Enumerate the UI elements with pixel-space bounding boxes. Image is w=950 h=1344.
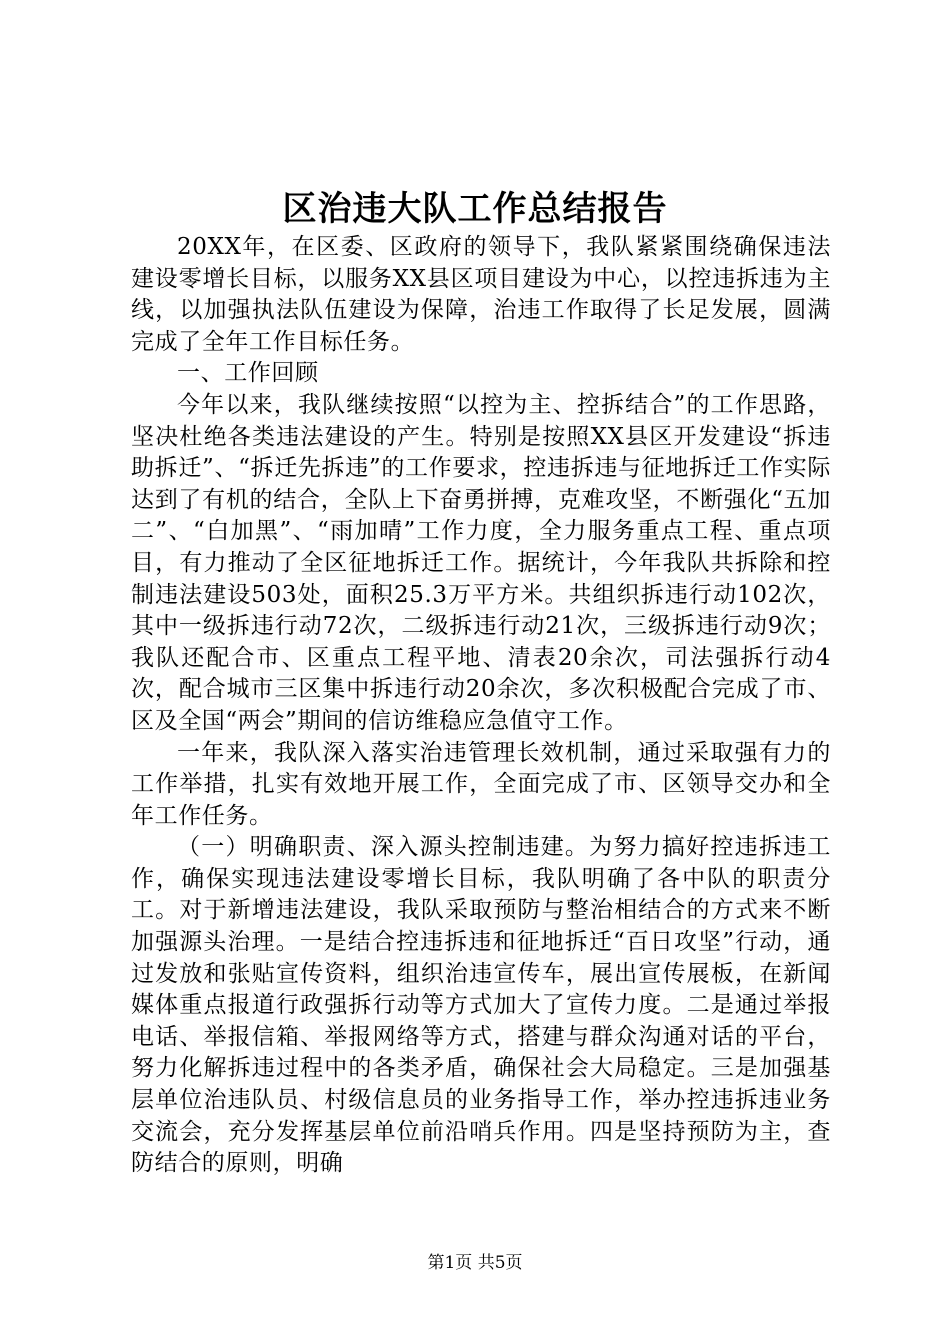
page-footer: 第1页 共5页 <box>427 1253 523 1273</box>
paragraph-review: 今年以来，我队继续按照“以控为主、控拆结合”的工作思路，坚决杜绝各类违法建设的产生。特别是按照XX县区开发建设“拆违助拆迁”、“拆迁先拆违”的工作要求，控违拆违与征地拆迁工作实际达到了有机的结合，全队上下奋勇拼搏，克难攻坚，不断强化“五加二”、“白加黑”、“雨加晴”工作力度，全力服务重点工程、重点项目，有力推动了全区征地拆迁工作。据统计，今年我队共拆除和控制违法建设503处，面积25.3万平方米。共组织拆违行动102次，其中一级拆违行动72次，二级拆违行动21次，三级拆违行动9次；我队还配合市、区重点工程平地、清表20余次，司法强拆行动4次，配合城市三区集中拆违行动20余次，多次积极配合完成了市、区及全国“两会”期间的信访维稳应急值守工作。 <box>131 391 831 734</box>
document-body <box>131 232 831 1180</box>
paragraph-mechanism: 一年来，我队深入落实治违管理长效机制，通过采取强有力的工作举措，扎实有效地开展工作，全面完成了市、区领导交办和全年工作任务。 <box>131 739 831 829</box>
document-title: 区治违大队工作总结报告 <box>282 189 668 229</box>
section-heading-work-review: 一、工作回顾 <box>177 360 319 387</box>
paragraph-section-one: （一）明确职责、深入源头控制违建。为努力搞好控违拆违工作，确保实现违法建设零增长目标，我队明确了各中队的职责分工。对于新增违法建设，我队采取预防与整治相结合的方式来不断加强源头治理。一是结合控违拆违和征地拆迁“百日攻坚”行动，通过发放和张贴宣传资料，组织治违宣传车，展出宣传展板，在新闻媒体重点报道行政强拆行动等方式加大了宣传力度。二是通过举报电话、举报信箱、举报网络等方式，搭建与群众沟通对话的平台，努力化解拆违过程中的各类矛盾，确保社会大局稳定。三是加强基层单位治违队员、村级信息员的业务指导工作，举办控违拆违业务交流会，充分发挥基层单位前沿哨兵作用。四是坚持预防为主，查防结合的原则，明确 <box>131 834 831 1177</box>
paragraph-intro: 20XX年，在区委、区政府的领导下，我队紧紧围绕确保违法建设零增长目标，以服务XX县区项目建设为中心，以控违拆违为主线，以加强执法队伍建设为保障，治违工作取得了长足发展，圆满完成了全年工作目标任务。 <box>131 234 831 355</box>
